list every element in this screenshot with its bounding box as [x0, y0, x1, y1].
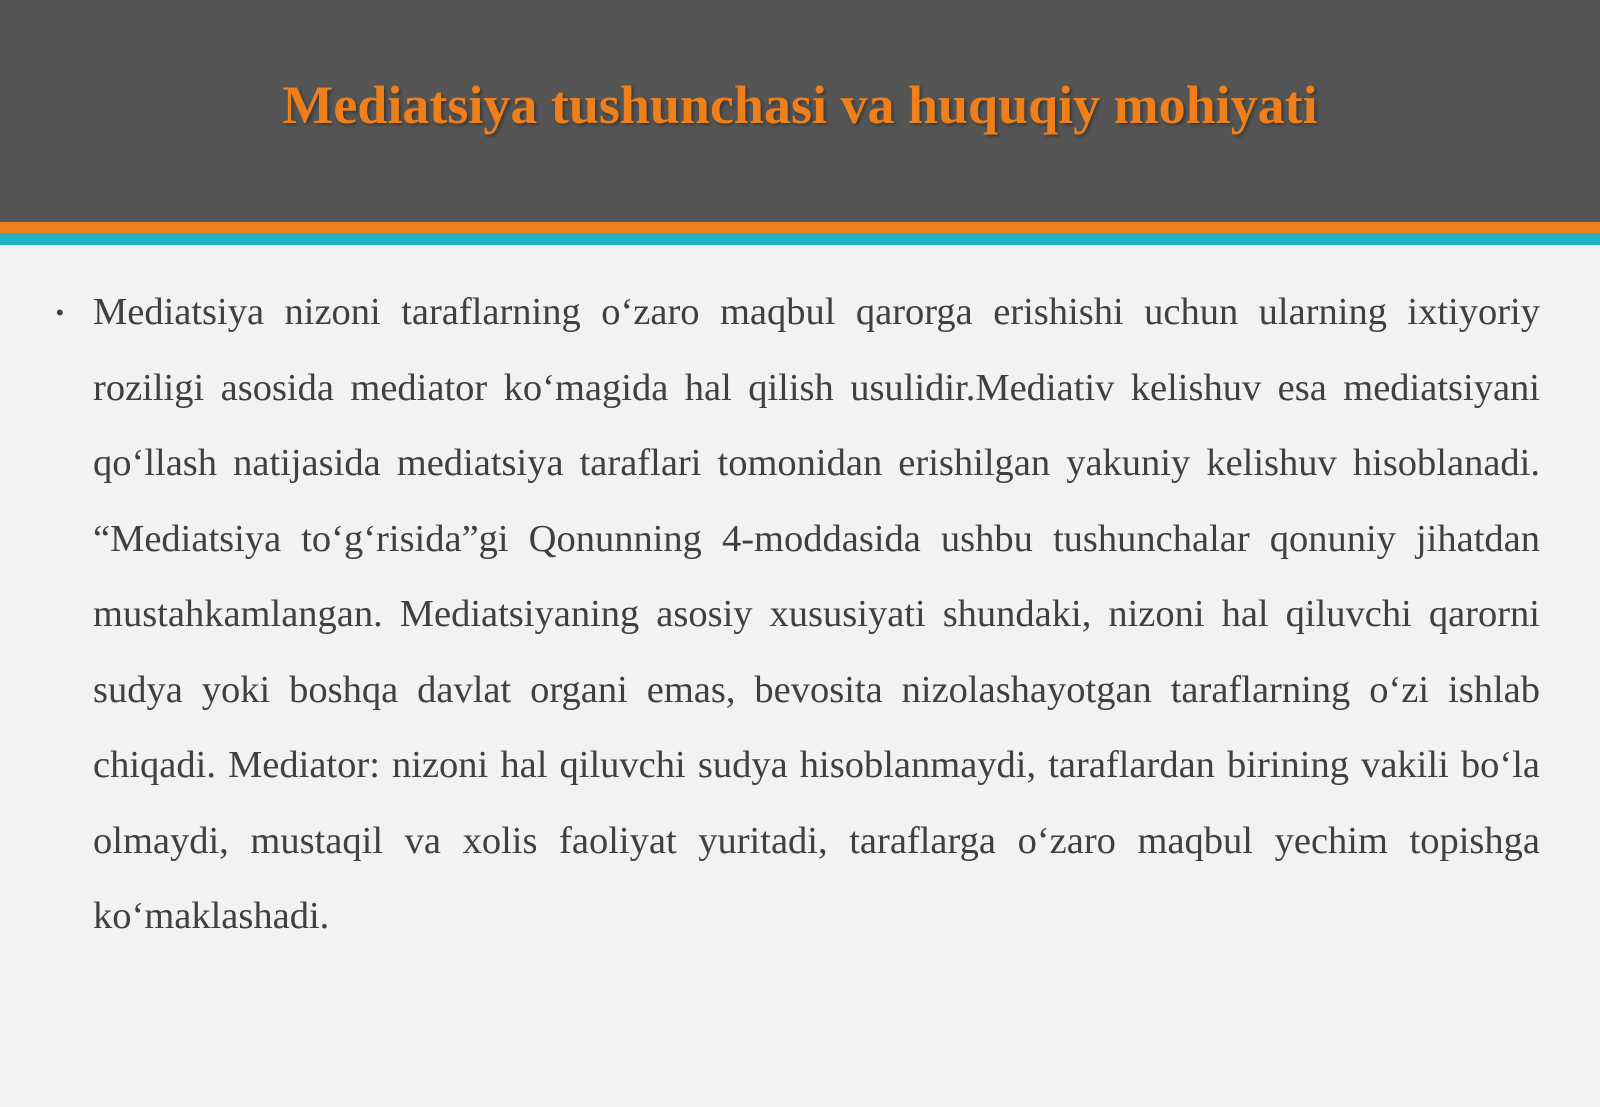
bullet-icon: •: [56, 300, 64, 325]
teal-divider-stripe: [0, 233, 1600, 245]
bullet-paragraph: Mediatsiya nizoni taraflarning o‘zaro maqbul qarorga erishishi uchun ularning ixtiyoriy roziligi asosida mediator ko‘magida hal qilish usulidir.Mediativ kelishuv esa mediatsiyani qo‘llash natijasida mediatsiya taraflari tomonidan erishilgan yakuniy kelishuv hisoblanadi. “Mediatsiya to‘g‘risida”gi Qonunning 4-moddasida ushbu tushunchalar qonuniy jihatdan mustahkamlangan. Mediatsiyaning asosiy xususiyati shundaki, nizoni hal qiluvchi qarorni sudya yoki boshqa davlat organi emas, bevosita nizolashayotgan taraflarning o‘zi ishlab chiqadi. Mediator: nizoni hal qiluvchi sudya hisoblanmaydi, taraflardan birining vakili bo‘la olmaydi, mustaqil va xolis faoliyat yuritadi, taraflarga o‘zaro maqbul yechim topishga ko‘maklashadi.: [93, 291, 1540, 937]
orange-divider-stripe: [0, 222, 1600, 233]
slide-title: Mediatsiya tushunchasi va huquqiy mohiyati: [282, 75, 1318, 135]
slide-header: [0, 0, 1600, 222]
slide-body: [56, 275, 1540, 955]
bullet-item: [56, 275, 1540, 955]
